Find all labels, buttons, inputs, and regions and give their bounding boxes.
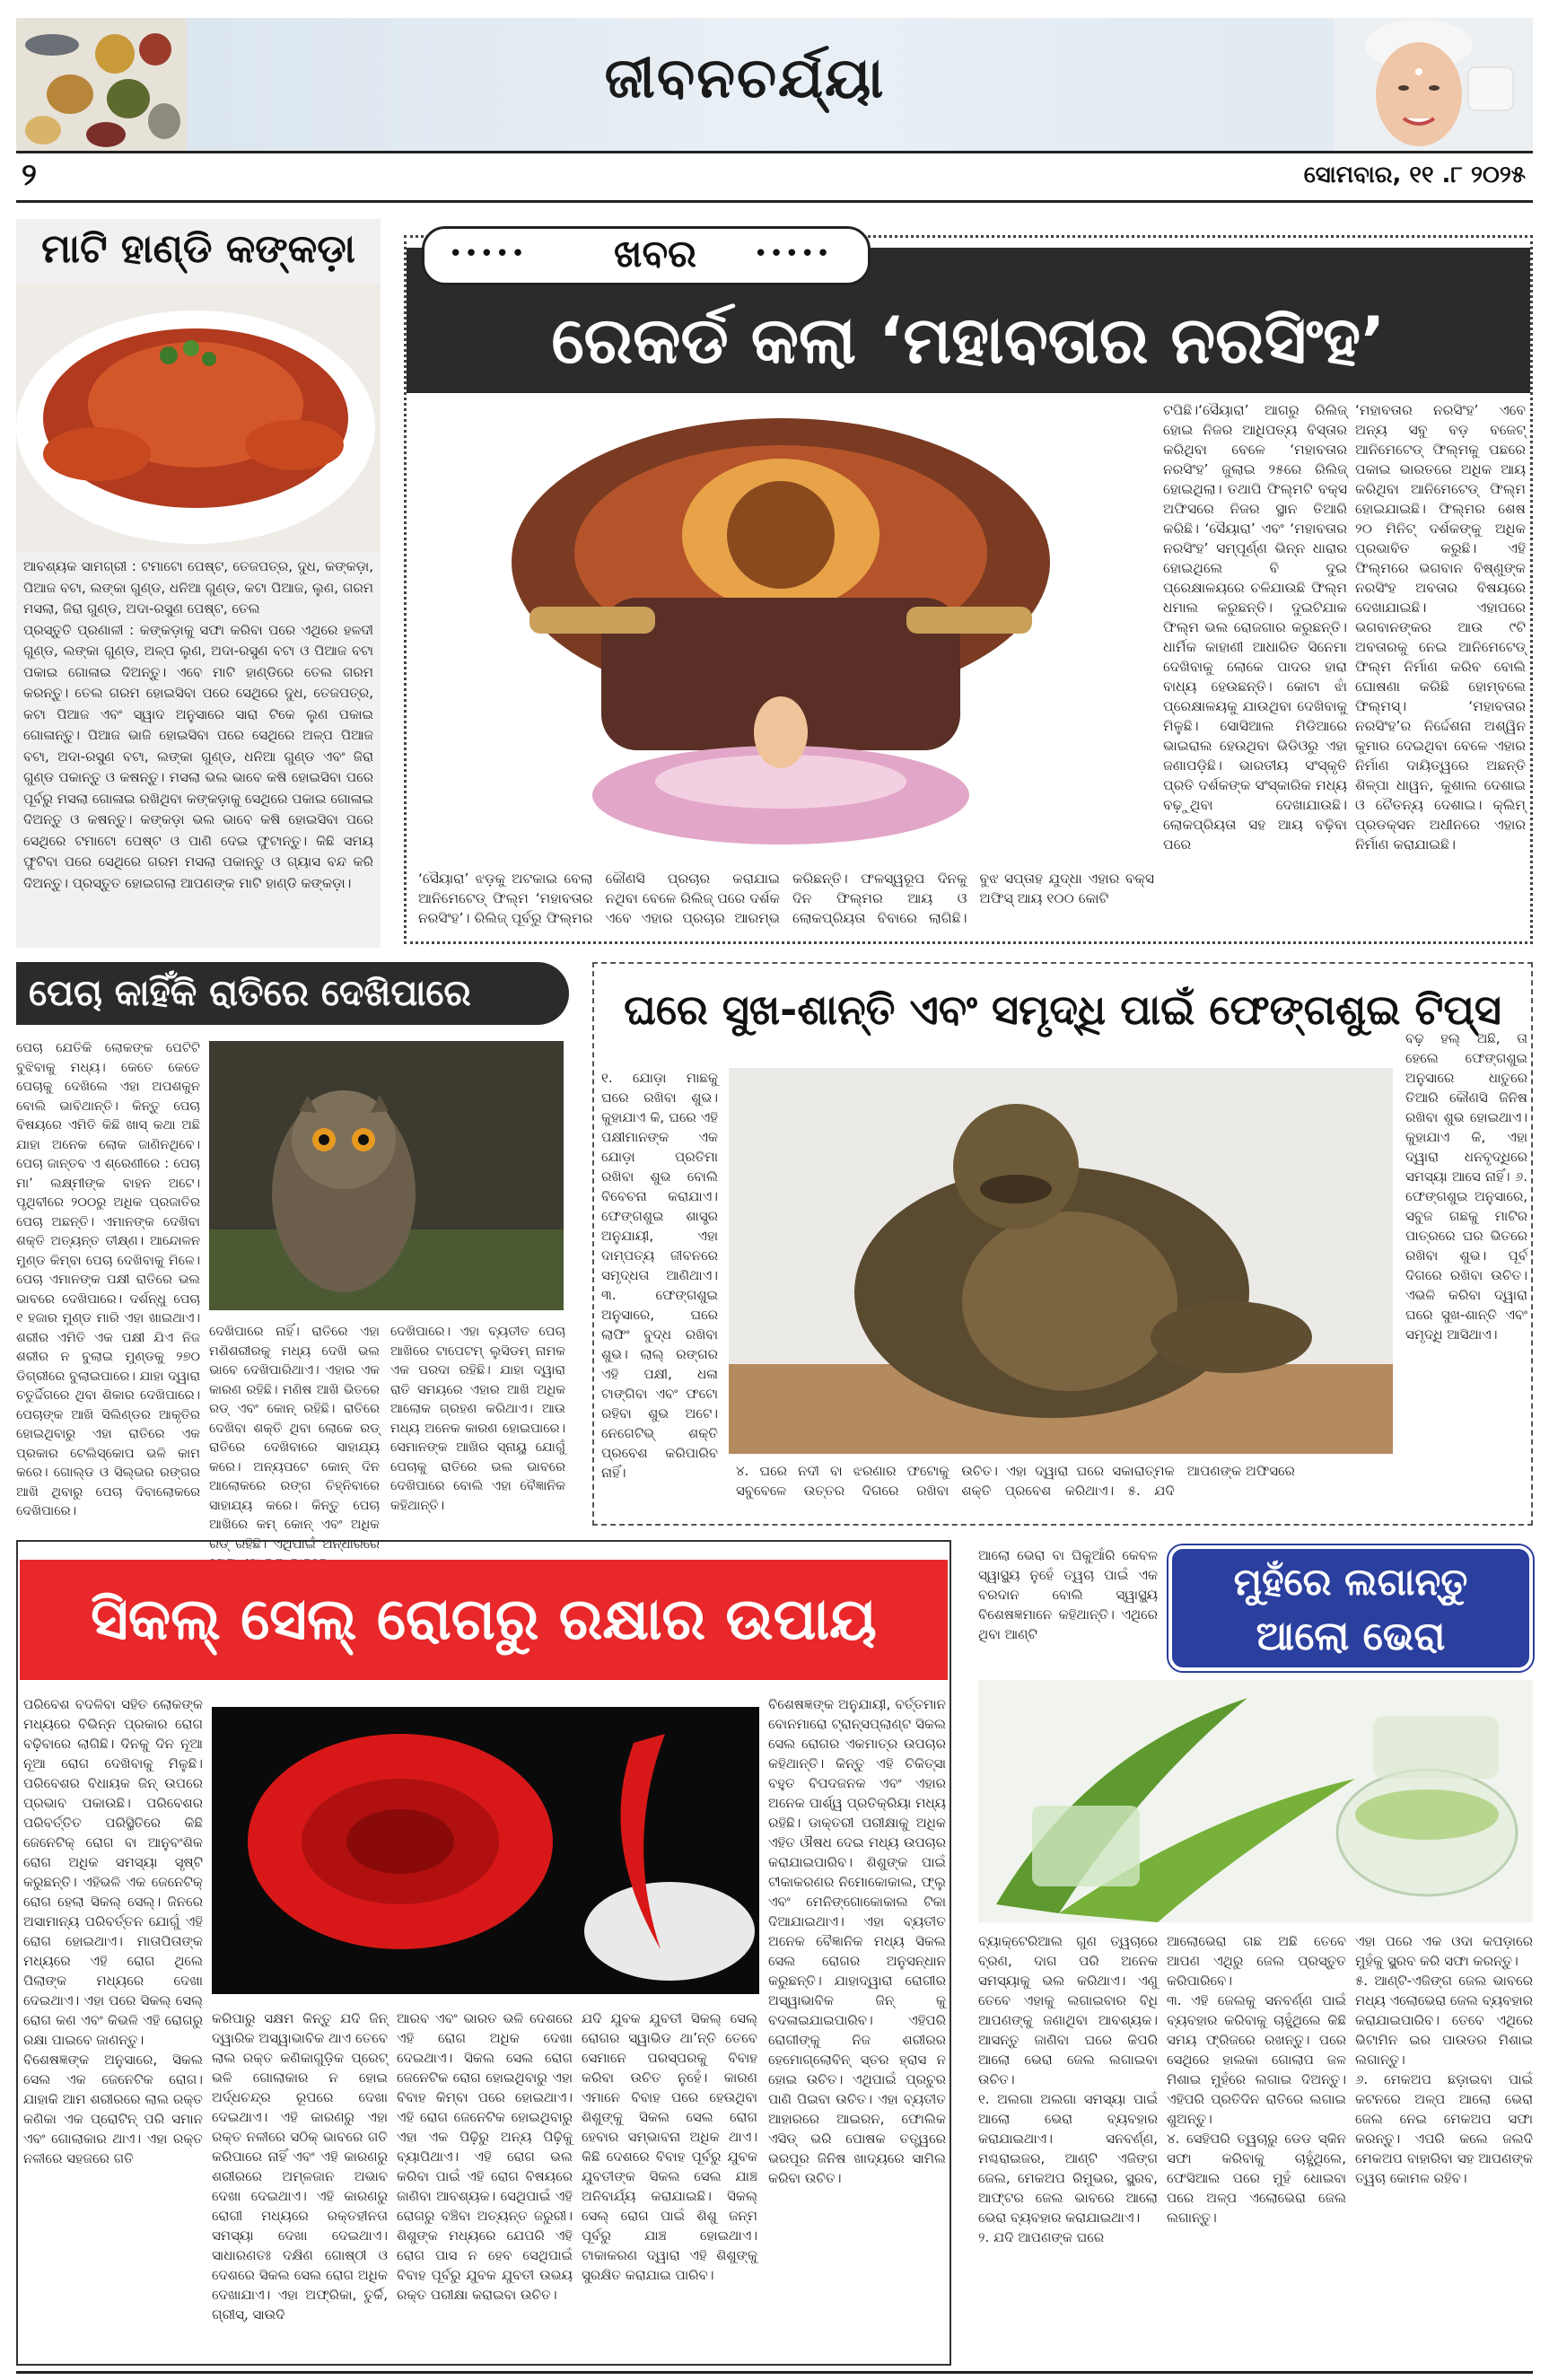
sickle-column-mid-2: ଆରବ ଏବଂ ଭାରତ ଭଳି ଦେଶରେ ଏହି ରୋଗ ଅଧିକ ଦେଖା ଦେଇଥାଏ। ସିକଲ ସେଲ ରୋଗ ଜେନେଟିକ ରୋଗ ହୋଇଥିବାରୁ ଏହା ବିବାହ କିମ୍ବା ପରେ ହୋଇଥାଏ। ଏହି ରୋଗ ଜେନେଟିକ ହୋଇଥିବାରୁ ଏହା ଏକ ପିଢ଼ିରୁ ଅନ୍ୟ ପିଢ଼ିକୁ ବ୍ୟାପିଥାଏ। ଏହି ରୋଗ ଭଲ କରିବା ପାଇଁ ଏହି ରୋଗ ବିଷୟରେ ଜାଣିବା ଆବଶ୍ୟକ। ସେଥିପାଇଁ ଏହି ରୋଗରୁ ବଞ୍ଚିବା ଅତ୍ୟନ୍ତ ଜରୁରୀ। ଶିଶୁଙ୍କ ମଧ୍ୟରେ ଯେପରି ଏହି ରୋଗ ପାସ ନ ହେବ ସେଥିପାଇଁ ବିବାହ ପୂର୍ବରୁ ଯୁବକ ଯୁବତୀ ଉଭୟ ରକ୍ତ ପରୀକ୍ଷା କରାଇବା ଉଚିତ। <box>397 2010 573 2303</box>
news-column-2: ‘ମହାବତାର ନରସିଂହ’ ଏବେ ଅନ୍ୟ ସବୁ ବଡ଼ ବଜେଟ୍ ଆନିମେଟେଡ୍ ଫିଲ୍ମକୁ ପଛରେ ପକାଇ ଭାରତରେ ଅଧିକ ଆୟ କରିଥିବା ଆନିମେଟେଡ୍ ଫିଲ୍ମ ହୋଇଯାଇଛି। ଫିଲ୍ମର ଶେଷ ୨୦ ମିନିଟ୍ ଦର୍ଶକଙ୍କୁ ଅଧିକ ପ୍ରଭାବିତ କରୁଛି। ଏହି ଫିଲ୍ମରେ ଭଗବାନ ବିଷ୍ଣୁଙ୍କ ନରସିଂହ ଅବତାର ବିଷୟରେ ଦେଖାଯାଇଛି। ଏହାପରେ ଭଗବାନଙ୍କର ଆଉ ୯ଟି ଅବତାରକୁ ନେଇ ଆନିମେଟେଡ୍ ଫିଲ୍ମ ନିର୍ମାଣ କରିବ ବୋଲି ଘୋଷଣା କରିଛି ହୋମ୍ବଲେ ଫିଲ୍ମସ୍। ‘ମହାବତାର ନରସିଂହ’ର ନିର୍ଦ୍ଦେଶନା ଅଶ୍ୱିନ କୁମାର ଦେଇଥିବା ବେଳେ ଏହାର ନିର୍ମାଣ ଦାୟିତ୍ୱରେ ଅଛନ୍ତି ଶିଳ୍ପା ଧାୱନ, କୁଶାଲ ଦେଶାଇ ଓ ଚୈତନ୍ୟ ଦେଶାଇ। କ୍ଲିମ୍ ପ୍ରଡକ୍ସନ ଅଧୀନରେ ଏହାର ନିର୍ମାଣ କରାଯାଇଛି। <box>1355 402 1526 853</box>
aloe-column-2: ଆଲୋଭେରା ଗଛ ଅଛି ତେବେ ଆପଣ ଏଥିରୁ ଜେଲ ପ୍ରସ୍ତୁତ କରିପାରିବେ। ୩. ଏହି ଜେଲକୁ ସନବର୍ଣ୍ଣ ପାଇଁ ବ୍ୟବହାର କରିବାକୁ ଚାହୁଁଥିଲେ କିଛି ସମୟ ଫ୍ରିଜରେ ରଖନ୍ତୁ। ପରେ ସେଥିରେ ହାଲକା ଗୋଲାପ ଜଳ ମିଶାଇ ମୁହଁରେ ଲଗାଇ ଦିଅନ୍ତୁ। ଏହିପରି ପ୍ରତିଦିନ ରାତିରେ ଲଗାଇ ଶୁଅନ୍ତୁ। ୪. ସେହିପରି ତ୍ୱଚାରୁ ଡେଡ ସ୍କିନ ସଫା କରିବାକୁ ଚାହୁଁଥିଲେ, ଫେସିଆଲ ପରେ ମୁହଁ ଧୋଇବା ପରେ ଅଳ୍ପ ଏଲୋଭେରା ଜେଲ ଲଗାନ୍ତୁ। <box>1167 1933 1346 2226</box>
fengshui-column-3: ବଢ଼ ହଲ୍ ଅଛି, ତା ହେଲେ ଫେଙ୍ଗଶୁଇ ଅନୁସାରେ ଧାତୁରେ ତିଆରି କୌଣସି ଜିନିଷ ରଖିବା ଶୁଭ ହୋଇଥାଏ। କୁହାଯାଏ କି, ଏହା ଦ୍ୱାରା ଧନବୃଦ୍ଧିରେ ସମସ୍ୟା ଆସେ ନାହିଁ। ୬. ଫେଙ୍ଗଶୁଇ ଅନୁସାରେ, ସବୁଜ ଗଛକୁ ମାଟିର ପାତ୍ରରେ ଘର ଭିତରେ ରଖିବା ଶୁଭ। ପୂର୍ବ ଦିଗରେ ରଖିବା ଉଚିତ। ଏଭଳି କରିବା ଦ୍ୱାରା ଘରେ ସୁଖ-ଶାନ୍ତି ଏବଂ ସମୃଦ୍ଧି ଆସିଥାଏ। <box>1405 1030 1527 1343</box>
page-number: ୨ <box>22 157 37 193</box>
date-rule <box>16 200 1533 203</box>
aloe-title-box <box>1168 1545 1533 1671</box>
news-headline: ରେକର୍ଡ କଲା ‘ମହାବତାର ନରସିଂହ’ <box>407 287 1530 393</box>
woman-cream-photo <box>1334 18 1533 151</box>
laughing-buddha-photo <box>729 1068 1393 1454</box>
kicker-label: ଖବର <box>614 232 696 276</box>
crab-dish-photo <box>16 284 381 553</box>
owl-column-2: ଦେଖିପାରେ ନାହିଁ। ରାତିରେ ଏହା ମଶିଶରୀରକୁ ମଧ୍ୟ ଦେଖି ଭଲ ଭାବେ ଦେଖିପାରିଥାଏ। ଏହାର ଏକ କାରଣ ରହିଛି। ମଣିଷ ଆଖି ଭିତରେ ରଡ୍ ଏବଂ କୋନ୍ ରହିଛି। ରାତିରେ ଦେଖିବା ଶକ୍ତି ଥିବା ଲୋକେ ରଡ୍ ରାତିରେ ଦେଖିବାରେ ସାହାଯ୍ୟ କରେ। ଅନ୍ୟପଟେ କୋନ୍ ଦିନ ଆଲୋକରେ ରଙ୍ଗ ଚିହ୍ନିବାରେ ସାହାଯ୍ୟ କରେ। କିନ୍ତୁ ପେଚା ଆଖିରେ କମ୍ କୋନ୍ ଏବଂ ଅଧିକ ରଡ୍ ରହିଛି। ଏଥିପାଇଁ ଅନ୍ଧାରରେ <box>209 1325 380 1552</box>
recipe-text: ଆବଶ୍ୟକ ସାମଗ୍ରୀ : ଟମାଟୋ ପେଷ୍ଟ, ତେଜପତ୍ର, ଦୁଧ, କଙ୍କଡ଼ା, ପିଆଜ ବଟା, ଲଙ୍କା ଗୁଣ୍ଡ, ଧନିଆ ଗୁଣ୍ଡ, କଟା ପିଆଜ, ଲୁଣ, ଗରମ ମସଲା, ଜିରା ଗୁଣ୍ଡ, ଅଦା-ରସୁଣ ପେଷ୍ଟ, ତେଲ ପ୍ରସ୍ତୁତି ପ୍ରଣାଳୀ : କଙ୍କଡ଼ାକୁ ସଫା କରିବା ପରେ ଏଥିରେ ହଳଦୀ ଗୁଣ୍ଡ, ଲଙ୍କା ଗୁଣ୍ଡ, ଅଳ୍ପ ଲୁଣ, ଅଦା-ରସୁଣ ବଟା ଓ ପିଆଜ ବଟା ପକାଇ ଗୋଳାଇ ଦିଅନ୍ତୁ। ଏବେ ମାଟି ହାଣ୍ଡିରେ ତେଲ ଗରମ କରନ୍ତୁ। ତେଲ ଗରମ ହୋଇସିବା ପରେ ସେଥିରେ ଦୁଧ, ତେଜପତ୍ର, କଟା ପିଆଜ ଏବଂ ସ୍ୱାଦ ଅନୁସାରେ ସାରା ଟିକେ ଲୁଣ ପକାଇ ଗୋଳାନ୍ତୁ। ପିଆଜ ଭାଜି ହୋଇସିବା ପରେ ସେଥିରେ ଅଳ୍ପ ପିଆଜ ବଟା, ଅଦା-ରସୁଣ ବଟା, ଲଙ୍କା ଗୁଣ୍ଡ, ଧନିଆ ଗୁଣ୍ଡ ଏବଂ ଜିରା ଗୁଣ୍ଡ ପକାନ୍ତୁ ଓ କଷନ୍ତୁ। ମସଲା ଭଲ ଭାବେ କଷି ହୋଇସିବା ପରେ ପୂର୍ବରୁ ମସଲା ଗୋଳାଇ ରଖିଥିବା କଙ୍କଡ଼ାକୁ ସେଥିରେ ପକାଇ ଗୋଳାଇ ଦିଅନ୍ତୁ ଓ କଷନ୍ତୁ। କଙ୍କଡ଼ା ଭଲ ଭାବେ କଷି ହୋଇସିବା ପରେ ସେଥିରେ ଟମାଟୋ ପେଷ୍ଟ ଓ ପାଣି ଦେଇ ଫୁଟାନ୍ତୁ। କିଛି ସମୟ ଫୁଟିବା ପରେ ସେଥିରେ ଗରମ ମସଲା ପକାନ୍ତୁ ଓ ଗ୍ୟାସ ବନ୍ଦ କରି ଦିଅନ୍ତୁ। ପ୍ରସ୍ତୁତ ହୋଇଗଲା ଆପଣଙ୍କ ମାଟି ହାଣ୍ଡି କଙ୍କଡ଼ା। <box>23 558 373 891</box>
owl-column-1: ପେଚା ଯେତିକି ଲୋକଙ୍କ ପେଟିଟି ବୁଝିବାକୁ ମଧ୍ୟ। କେତେ କେତେ ପେଚାକୁ ଦେଖିଲେ ଏହା ଅପଶକୁନ ବୋଲି ଭାବିଥାନ୍ତି। କିନ୍ତୁ ପେଚା ବିଷୟରେ ଏମିତି କିଛି ଖାସ୍ କଥା ଅଛି ଯାହା ଅନେକ ଲୋକ ଜାଣିନଥିବେ। ପେଚା ଜାନ୍ତବ ଏ ଶ୍ରେଣୀରେ : ପେଚା ମା’ ଲକ୍ଷ୍ମୀଙ୍କ ବାହନ ଅଟେ। ପୃଥିବୀରେ ୨୦୦ରୁ ଅଧିକ ପ୍ରଜାତିର ପେଚା ଅଛନ୍ତି। ଏମାନଙ୍କ ଦେଖିବା ଶକ୍ତି ଅତ୍ୟନ୍ତ ତୀକ୍ଷ୍ଣ। ଆନ୍ଦୋଳନ ମୁଣ୍ଡ କିମ୍ବା ପେଚା ଦେଖିବାକୁ ମିଳେ। ପେଚା ଏମାନଙ୍କ ପକ୍ଷୀ ରାତିରେ ଭଲ ଭାବରେ ଦେଖିପାରେ। ଦର୍ଶନ୍ଧୁ ପେଚା ୧ ହଜାର ମୁଣ୍ଡ ମାରି ଏହା ଖାଇଥାଏ। ଶରୀର ଏମିତି ଏକ ପକ୍ଷୀ ଯିଏ ନିଜ ଶରୀର ନ ବୁଲାଇ ମୁଣ୍ଡକୁ ୨୭୦ ଡିଗ୍ରୀରେ ବୁଲାଇପାରେ। ଯାହା ଦ୍ୱାରା ଚତୁର୍ଦ୍ଦିଗରେ ଥିବା ଶିକାର ଦେଖିପାରେ। ପେଚାଙ୍କ ଆଖି ସିଲିଣ୍ଡର ଆକୃତିର ହୋଇଥିବାରୁ ଏହା ରାତିରେ ଏକ ପ୍ରକାର ଟେଲିସ୍କୋପ ଭଳି କାମ କରେ। ଗୋଲ୍ଡ ଓ ସିଲ୍ଭର ରଙ୍ଗର ଆଖି ଥିବାରୁ ପେଚା ଦିବାଲୋକରେ ଦେଖିପାରେ। <box>16 1041 200 1518</box>
narasimha-poster <box>422 409 1140 858</box>
masthead-title: ଜୀବନଚର୍ଯ୍ୟା <box>604 45 886 110</box>
kicker-dots-right: ••••• <box>754 241 832 267</box>
owl-photo <box>209 1041 564 1310</box>
sickle-title: ସିକଲ୍ ସେଲ୍ ରୋଗରୁ ରକ୍ଷାର ଉପାୟ <box>20 1560 948 1680</box>
spices-photo <box>16 18 187 151</box>
aloe-title-line-2: ଆଲୋ ଭେରା <box>1256 1614 1446 1659</box>
footer-rule <box>16 2371 1533 2374</box>
issue-date: ସୋମବାର, ୧୧ .୮ ୨୦୨୫ <box>1303 162 1526 188</box>
sickle-column-left: ପରିବେଶ ବଦଳିବା ସହିତ ଲୋକଙ୍କ ମଧ୍ୟରେ ବିଭିନ୍ନ ପ୍ରକାର ରୋଗ ବଢ଼ିବାରେ ଲାଗିଛି। ଦିନକୁ ଦିନ ନୂଆ ନୂଆ ରୋଗ ଦେଖିବାକୁ ମିଳୁଛି। ପରିବେଶର ବିଧାୟକ ଜିନ୍ ଉପରେ ପ୍ରଭାବ ପକାଉଛି। ପରିବେଶର ପରିବର୍ତ୍ତିତ ପରିସ୍ଥିତିରେ କିଛି ଜେନେଟିକ୍ ରୋଗ ବା ଆନୁବଂଶିକ ରୋଗ ଅଧିକ ସମସ୍ୟା ସୃଷ୍ଟି କରୁଛନ୍ତି। ଏହିଭଳି ଏକ ଜେନେଟିକ୍ ରୋଗ ହେଲା ସିକଲ୍ ସେଲ୍। ଜିନରେ ଅସାମାନ୍ୟ ପରିବର୍ତ୍ତନ ଯୋଗୁଁ ଏହି ରୋଗ ହୋଇଥାଏ। ମାତାପିତାଙ୍କ ମଧ୍ୟରେ ଏହି ରୋଗ ଥିଲେ ପିଲାଙ୍କ ମଧ୍ୟରେ ଦେଖା ଦେଇଥାଏ। ଏହା ପରେ ସିକଲ୍ ସେଲ୍ ରୋଗ କଣ ଏବଂ କିଭଳି ଏହି ରୋଗରୁ ରକ୍ଷା ପାଇବେ ଜାଣନ୍ତୁ। ବିଶେଷଜ୍ଞଙ୍କ ଅନୁସାରେ, ସିକଲ ସେଲ ଏକ ଜେନେଟିକ ରୋଗ। ଯାହାକି ଆମ ଶରୀରରେ ଲାଲ ରକ୍ତ କଣିକା ଏକ ପ୍ରୋଟିନ୍ ପରି ସମାନ ଏବଂ ଗୋଲାକାର ଥାଏ। ଏହା ରକ୍ତ ନଳୀରେ ସହଜରେ ଗତି <box>23 1696 203 2166</box>
kicker-dots-left: ••••• <box>449 241 527 267</box>
aloe-column-3: ଏହା ପରେ ଏକ ଓଦା କପଡ଼ାରେ ମୁହଁକୁ ସ୍କ୍ରବ କରି ସଫା କରନ୍ତୁ। ୫. ଆଣ୍ଟି-ଏଜିଙ୍ଗ ଜେଲ ଭାବରେ ମଧ୍ୟ ଏଲୋଭେରା ଜେଲ ବ୍ୟବହାର କରାଯାଇପାରିବ। ତେବେ ଏଥିରେ ଭିଟାମିନ ଇର ପାଉଡର ମିଶାଇ ଲଗାନ୍ତୁ। ୬. ମେକଅପ ଛଡ଼ାଇବା ପାଇଁ କଟନରେ ଅଳ୍ପ ଆଲୋ ଭେରା ଜେଲ ନେଇ ମେକଅପ ସଫା କରନ୍ତୁ। ଏପରି କଲେ ଜଲଦି ମେକଅପ ବାହାରିବା ସହ ଆପଣଙ୍କ ତ୍ୱଚା କୋମଳ ରହିବ। <box>1355 1933 1533 2186</box>
sickle-column-right: ବିଶେଷଜ୍ଞଙ୍କ ଅନୁଯାୟୀ, ବର୍ତ୍ତମାନ ବୋନମାରୋ ଟ୍ରାନ୍ସପ୍ଲାଣ୍ଟ ସିକଲ ସେଲ ରୋଗର ଏକମାତ୍ର ଉପଚାର କହିଥାନ୍ତି। କିନ୍ତୁ ଏହି ଚିକିତ୍ସା ବହୁତ ବିପଦଜନକ ଏବଂ ଏହାର ଅନେକ ପାର୍ଶ୍ୱ ପ୍ରତିକ୍ରିୟା ମଧ୍ୟ ରହିଛି। ଡାକ୍ତରୀ ପରୀକ୍ଷାକୁ ଅଧିକ ଏହିତ ଔଷଧ ଦେଇ ମଧ୍ୟ ଉପଚାର କରାଯାଇପାରିବ। ଶିଶୁଙ୍କ ପାଇଁ ଟୀକାକରଣର ନିମୋକୋକାଲ, ଫ୍ଲୁ ଏବଂ ମେନିଙ୍ଗୋକୋକାଲ ଟିକା ଦିଆଯାଇଥାଏ। ଏହା ବ୍ୟତୀତ ଅନେକ ବୈଜ୍ଞାନିକ ମଧ୍ୟ ସିକଲ ସେଲ ରୋଗର ଅନୁସନ୍ଧାନ କରୁଛନ୍ତି। ଯାହାଦ୍ୱାରା ରୋଗୀର ଅସ୍ୱାଭାବିକ ଜିନ୍ କୁ ବଦଳାଇଯାଇପାରିବ। ଏହିପରି ରୋଗୀଙ୍କୁ ନିଜ ଶରୀରର ହେମୋଗ୍ଲୋବିନ୍ ସ୍ତର ହ୍ରାସ ନ ହୋଇ ଉଚିତ। ଏଥିପାଇଁ ପ୍ରଚୁର ପାଣି ପିଇବା ଉଚିତ। ଏହା ବ୍ୟତୀତ ଆହାରରେ ଆଇରନ, ଫୋଲିକ ଏସିଡ୍ ଭରି ପୋଷକ ତତ୍ତ୍ୱରେ ଭରପୂର ଜିନିଷ ଖାଦ୍ୟରେ ସାମିଲ କରିବା ଉଚିତ। <box>768 1696 946 2186</box>
blood-cell-illustration <box>212 1707 759 1994</box>
aloe-title-line-1: ମୁହଁରେ ଲଗାନ୍ତୁ <box>1233 1560 1468 1604</box>
fengshui-bottom-text: ୪. ଘରେ ନଦୀ ବା ଝରଣାର ଫଟୋକୁ ସବୁବେଳେ ଉତ୍ତର ଦିଗରେ ରଖିବା ଉଚିତ। ଏହା ଦ୍ୱାରା ଘରେ ସକାରାତ୍ମକ ଶକ୍ତି ପ୍ରବେଶ କରିଥାଏ। ୫. ଯଦି ଆପଣଙ୍କ ଅଫିସରେ <box>736 1463 1295 1499</box>
recipe-title: ମାଟି ହାଣ୍ଡି କଙ୍କଡ଼ା <box>41 226 355 272</box>
owl-title: ପେଚା କାହିଁକି ରାତିରେ ଦେଖିପାରେ <box>16 962 569 1025</box>
header-rule <box>16 151 1533 153</box>
news-bottom-text: ‘ସୈୟାରା’ ଝଡ଼କୁ ଅଟକାଇ ବେଲା ଆନିମେଟେଡ୍ ଫିଲ୍ମ ‘ମହାବତାର ନରସିଂହ’। ରିଲିଜ୍ ପୂର୍ବରୁ ଫିଲ୍ମର କୌଣସି ପ୍ରଚାର କରାଯାଇ ନଥିବା ବେଳେ ରିଲିଜ୍ ପରେ ଦର୍ଶକ ଏବେ ଏହାର ପ୍ରଚାର ଆରମ୍ଭ କରିଛନ୍ତି। ଫଳସ୍ୱରୂପ ଦିନକୁ ଦିନ ଫିଲ୍ମର ଆୟ ଓ ଲୋକପ୍ରିୟତା ବିବାରେ ଲାଗିଛି। ବୁଝ ସପ୍ତାହ ଯୁଦ୍ଧା ଏହାର ବକ୍ସ ଅଫିସ୍ ଆୟ ୧୦୦ କୋଟି <box>418 871 1154 926</box>
sickle-column-mid-1: କରିପାରୁ ସକ୍ଷମ କିନ୍ତୁ ଯଦି ଜିନ୍ ଦ୍ୱାରିକ ଅସ୍ୱାଭାବିକ ଥାଏ ତେବେ ଲାଲ ରକ୍ତ କଣିକାଗୁଡ଼ିକ ପ୍ରେଟ୍ ଭଳି ଗୋଲାକାର ନ ହୋଇ ଅର୍ଦ୍ଧଚନ୍ଦ୍ର ରୂପରେ ଦେଖା ଦେଇଥାଏ। ଏହି କାରଣରୁ ଏହା ରକ୍ତ ନଳୀରେ ସଠିକ୍ ଭାବରେ ଗତି କରିପାରେ ନାହିଁ ଏବଂ ଏହି କାରଣରୁ ଶରୀରରେ ଅମ୍ଳଜାନ ଅଭାବ ଦେଖା ଦେଇଥାଏ। ଏହି କାରଣରୁ ରୋଗୀ ମଧ୍ୟରେ ରକ୍ତହୀନତା ସମସ୍ୟା ଦେଖା ଦେଇଥାଏ। ସାଧାରଣତଃ ଦକ୍ଷିଣ ଗୋଷ୍ଠୀ ଓ ଦେଶରେ ସିକଲ ସେଲ ରୋଗ ଅଧିକ ଦେଖାଯାଏ। ଏହା ଅଫ୍ରିକା, ତୁର୍କି, ଗ୍ରୀସ୍, ସାଉଦି <box>212 2010 388 2323</box>
owl-column-3: ଦେଖିପାରେ। ଏହା ବ୍ୟତୀତ ପେଚା ଆଖିରେ ଟାପେଟମ୍ ଲୁସିଡମ୍ ନାମକ ଏକ ପରଦା ରହିଛି। ଯାହା ଦ୍ୱାରା ରାତି ସମୟରେ ଏହାର ଆଖି ଅଧିକ ଆଲୋକ ଗ୍ରହଣ କରିଥାଏ। ଆଉ ମଧ୍ୟ ଅନେକ କାରଣ ହୋଇପାରେ। ସେମାନଙ୍କ ଆଖିର ସ୍ନାୟୁ ଯୋଗୁଁ ପେଚାକୁ ରାତିରେ ଭଲ ଭାବରେ ଦେଖିପାରେ ବୋଲି ଏହା ବୈଜ୍ଞାନିକ କହିଥାନ୍ତି। <box>390 1325 565 1513</box>
fengshui-column-1: ୧. ଯୋଡ଼ା ମାଛକୁ ଘରେ ରଖିବା ଶୁଭ। କୁହାଯାଏ କି, ଘରେ ଏହି ପକ୍ଷୀମାନଙ୍କ ଏକ ଯୋଡ଼ା ପ୍ରତିମା ରଖିବା ଶୁଭ ବୋଲି ବିବେଚନା କରାଯାଏ। ଫେଙ୍ଗଶୁଇ ଶାସ୍ତ୍ର ଅନୁଯାୟୀ, ଏହା ଦାମ୍ପତ୍ୟ ଜୀବନରେ ସମୃଦ୍ଧତା ଆଣିଥାଏ। ୩. ଫେଙ୍ଗଶୁଇ ଅନୁସାରେ, ଘରେ ଲାଫିଂ ବୁଦ୍ଧ ରଖିବା ଶୁଭ। ଲାଲ୍ ରଙ୍ଗର ଏହି ପକ୍ଷୀ, ଧଳା ଟାଙ୍ଗିବା ଏବଂ ଫଟୋ ରହିବା ଶୁଭ ଅଟେ। ନେଗେଟିଭ୍ ଶକ୍ତି ପ୍ରବେଶ କରିପାରିବ ନାହିଁ। <box>601 1070 718 1481</box>
sickle-column-mid-3: ଯଦି ଯୁବକ ଯୁବତୀ ସିକଲ୍ ସେଲ୍ ରୋଗର ସ୍ୱାଭିଡ ଥା’ନ୍ତି ତେବେ ସେମାନେ ପରସ୍ପରକୁ ବିବାହ କରିବା ଉଚିତ ନୁହେଁ। କାରଣ ଏମାନେ ବିବାହ ପରେ ହେଉଥିବା ଶିଶୁଙ୍କୁ ସିକଲ ସେଲ ରୋଗ ହେବାର ସମ୍ଭାବନା ଅଧିକ ଥାଏ। କିଛି ଦେଶରେ ବିବାହ ପୂର୍ବରୁ ଯୁବକ ଯୁବତୀଙ୍କ ସିକଲ ସେଲ ଯାଞ୍ଚ ଅନିବାର୍ଯ୍ୟ କରାଯାଇଛି। ସିକଲ୍ ସେଲ୍ ରୋଗ ପାଇଁ ଶିଶୁ ଜନ୍ମ ପୂର୍ବରୁ ଯାଞ୍ଚ ହୋଇଥାଏ। ଟାକାକରଣ ଦ୍ୱାରା ଏହି ଶିଶୁଙ୍କୁ ସୁରକ୍ଷିତ କରାଯାଇ ପାରିବ। <box>582 2010 757 2283</box>
aloe-column-1: ବ୍ୟାକ୍ଟେରିଆଲ ଗୁଣ ତ୍ୱଚାରେ ବ୍ରଣ, ଦାଗ ପରି ଅନେକ ସମସ୍ୟାକୁ ଭଲ କରିଥାଏ। ଏଣୁ ତେବେ ଏହାକୁ ଲଗାଇବାର ବିଧି ଆପଣଙ୍କୁ ଜଣାଥିବା ଆବଶ୍ୟକ। ଆସନ୍ତୁ ଜାଣିବା ଘରେ କିପରି ଆଲୋ ଭେରା ଜେଲ ଲଗାଇବା ଉଚିତ। ୧. ଅଲଗା ଅଲଗା ସମସ୍ୟା ପାଇଁ ଆଲୋ ଭେରା ବ୍ୟବହାର କରାଯାଇଥାଏ। ସନବର୍ଣ୍ଣ, ମଶ୍ଚରାଇଜର, ଆଣ୍ଟି ଏଜିଙ୍ଗ ଜେଲ, ମେକଅପ ରିମୁଭର, ସ୍କ୍ରବ, ଆଫ୍ଟର ଜେଲ ଭାବରେ ଆଲୋ ଭେରା ବ୍ୟବହାର କରାଯାଇଥାଏ। ୨. ଯଦି ଆପଣଙ୍କ ଘରେ <box>978 1933 1158 2245</box>
fengshui-title: ଘରେ ସୁଖ-ଶାନ୍ତି ଏବଂ ସମୃଦ୍ଧି ପାଇଁ ଫେଙ୍ଗଶୁଇ ଟିପ୍ସ <box>624 985 1501 1034</box>
aloe-vera-photo <box>978 1680 1533 1922</box>
news-column-1: ଟପିଛି।‘ସୈୟାରା’ ଆଗରୁ ରିଲିଜ୍ ହୋଇ ନିଜର ଆଧିପତ୍ୟ ବିସ୍ତାର କରିଥିବା ବେଳେ ‘ମହାବତାର ନରସିଂହ’ ଜୁଲାଇ ୨୫ରେ ରିଲିଜ୍ ହୋଇଥିଲା। ତଥାପି ଫିଲ୍ମଟି ବକ୍ସ ଅଫିସରେ ନିଜର ସ୍ଥାନ ତିଆରି କରିଛି। ‘ସୈୟାରା’ ଏବଂ ‘ମହାବତାର ନରସିଂହ’ ସମ୍ପୂର୍ଣ୍ଣ ଭିନ୍ନ ଧାରାର ହୋଇଥିଲେ ବି ଦୁଇ ପ୍ରେକ୍ଷାଳୟରେ ଚଳିଯାଉଛି ଫିଲ୍ମ ଧମାଲ କରୁଛନ୍ତି। ଦୁଇଟିଯାକ ଫିଲ୍ମ ଭଲ ରୋଜଗାର କରୁଛନ୍ତି। ଧାର୍ମିକ କାହାଣୀ ଆଧାରିତ ସିନେମା ଦେଖିବାକୁ ଲୋକେ ପାଦର ହାରା ବାଧ୍ୟ ହେଉଛନ୍ତି। କୋଟା ଝାଁ ପ୍ରେକ୍ଷାଳୟକୁ ଯାଉଥିବା ଦେଖିବାକୁ ମିଳୁଛି। ସୋସିଆଲ ମିଡିଆରେ ଭାଇରାଲ ହେଉଥିବା ଭିଡିଓରୁ ଏହା ଜଣାପଡ଼ିଛି। ଭାରତୀୟ ସଂସ୍କୃତି ପ୍ରତି ଦର୍ଶକଙ୍କ ସଂସ୍କାରିକ ମଧ୍ୟ ବଢ଼ୁଥିବା ଦେଖାଯାଉଛି। ଲୋକପ୍ରିୟତା ସହ ଆୟ ବଢ଼ିବା ପରେ <box>1163 402 1347 853</box>
aloe-intro: ଆଲୋ ଭେରା ବା ଘିକୁଆଁରି କେବଳ ସ୍ୱାସ୍ଥ୍ୟ ନୁହେଁ ତ୍ୱଚା ପାଇଁ ଏକ ବରଦାନ ବୋଲି ସ୍ୱାସ୍ଥ୍ୟ ବିଶେଷଜ୍ଞମାନେ କହିଥାନ୍ତି। ଏଥିରେ ଥିବା ଆଣ୍ଟି <box>978 1547 1158 1642</box>
